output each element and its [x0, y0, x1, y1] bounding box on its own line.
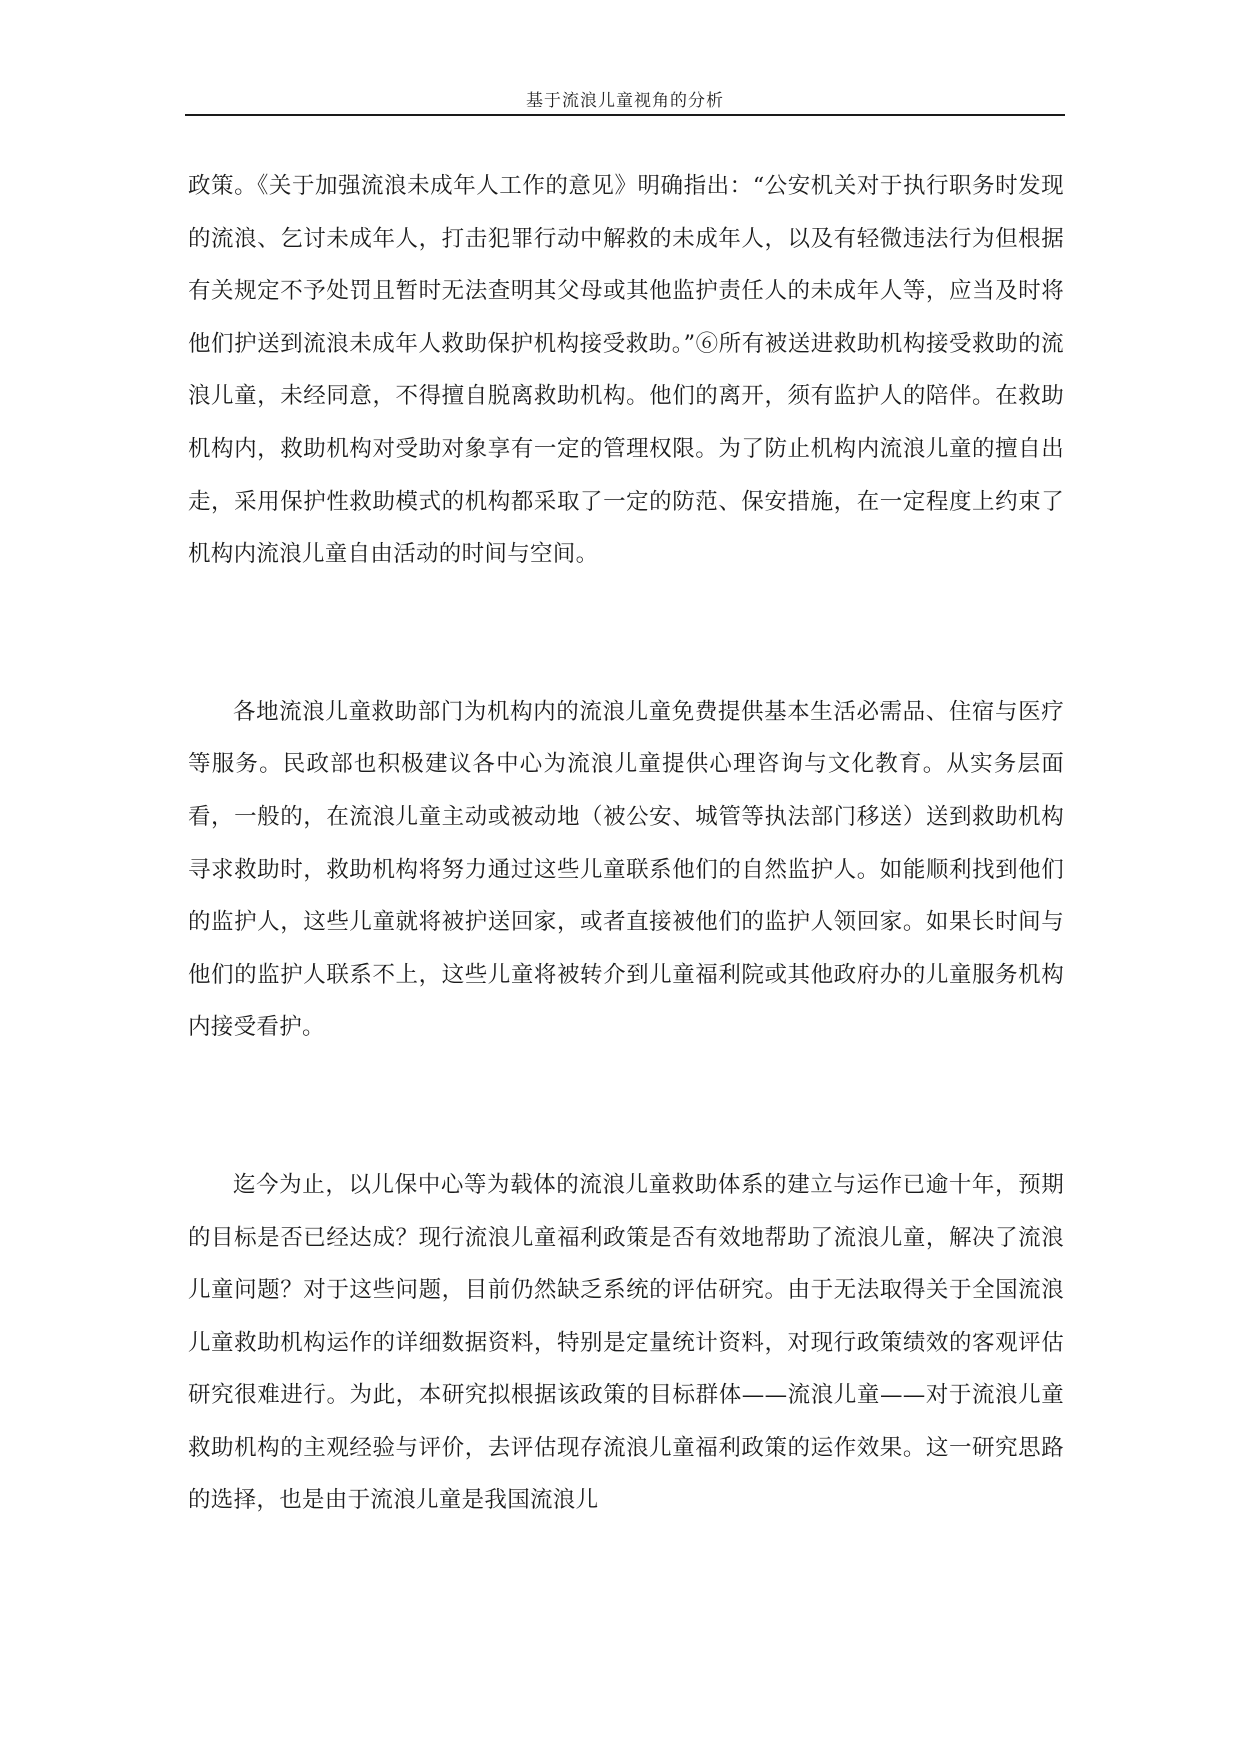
running-header: 基于流浪儿童视角的分析	[526, 91, 724, 111]
header-rule	[185, 114, 1065, 116]
paragraph-3: 迄今为止，以儿保中心等为载体的流浪儿童救助体系的建立与运作已逾十年，预期的目标是否已经达成？现行流浪儿童福利政策是否有效地帮助了流浪儿童，解决了流浪儿童问题？对于这些问题，目前仍然缺乏系统的评估研究。由于无法取得关于全国流浪儿童救助机构运作的详细数据资料，特别是定量统计资料，对现行政策绩效的客观评估研究很难进行。为此，本研究拟根据该政策的目标群体——流浪儿童——对于流浪儿童救助机构的主观经验与评价，去评估现存流浪儿童福利政策的运作效果。这一研究思路的选择，也是由于流浪儿童是我国流浪儿	[188, 1171, 1064, 1514]
paragraph-1: 政策。《关于加强流浪未成年人工作的意见》明确指出：“公安机关对于执行职务时发现的流浪、乞讨未成年人，打击犯罪行动中解救的未成年人，以及有轻微违法行为但根据有关规定不予处罚且暂时无法查明其父母或其他监护责任人的未成年人等，应当及时将他们护送到流浪未成年人救助保护机构接受救助。”⑥所有被送进救助机构接受救助的流浪儿童，未经同意，不得擅自脱离救助机构。他们的离开，须有监护人的陪伴。在救助机构内，救助机构对受助对象享有一定的管理权限。为了防止机构内流浪儿童的擅自出走，采用保护性救助模式的机构都采取了一定的防范、保安措施，在一定程度上约束了机构内流浪儿童自由活动的时间与空间。	[188, 173, 1064, 568]
paragraph-gap	[188, 581, 1064, 686]
paragraph-2: 各地流浪儿童救助部门为机构内的流浪儿童免费提供基本生活必需品、住宿与医疗等服务。民政部也积极建议各中心为流浪儿童提供心理咨询与文化教育。从实务层面看，一般的，在流浪儿童主动或被动地（被公安、城管等执法部门移送）送到救助机构寻求救助时，救助机构将努力通过这些儿童联系他们的自然监护人。如能顺利找到他们的监护人，这些儿童就将被护送回家，或者直接被他们的监护人领回家。如果长时间与他们的监护人联系不上，这些儿童将被转介到儿童福利院或其他政府办的儿童服务机构内接受看护。	[188, 698, 1064, 1041]
document-body	[188, 160, 1064, 1527]
paragraph-gap	[188, 1054, 1064, 1159]
